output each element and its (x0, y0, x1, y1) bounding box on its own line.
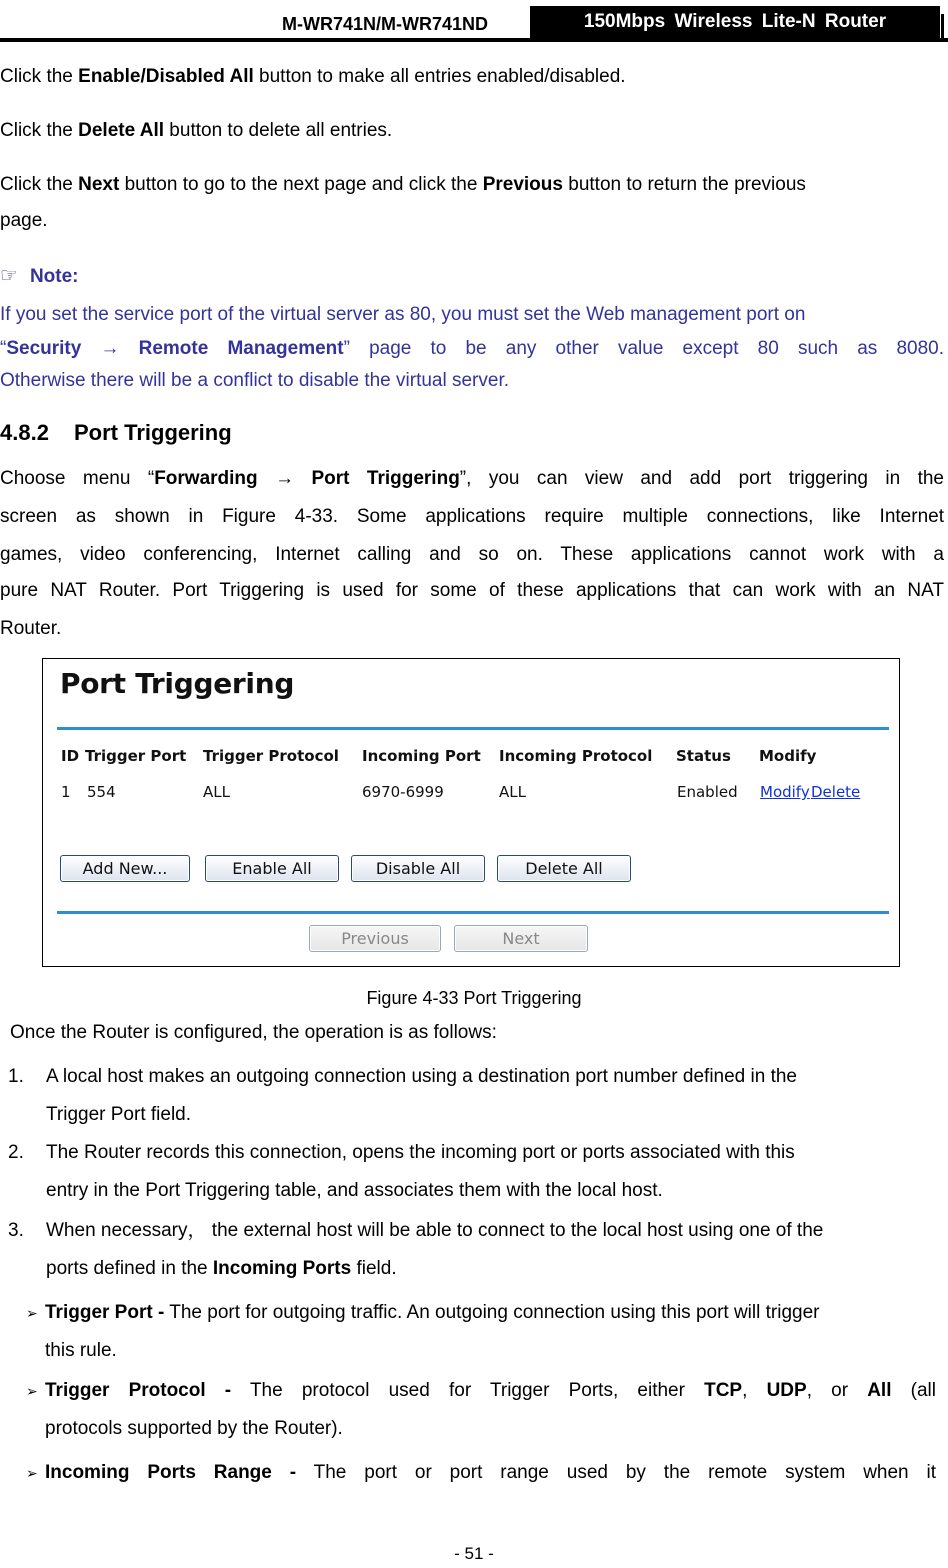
modify-link[interactable]: Modify (760, 783, 810, 801)
header-model: M-WR741N/M-WR741ND (281, 14, 488, 34)
previous-button[interactable]: Previous (309, 925, 441, 952)
bullet-text (26, 1454, 936, 1492)
text: button to make all entries enabled/disabled. (253, 66, 626, 87)
bold-text: Incoming Ports Range - (45, 1462, 297, 1483)
col-header-trigger-protocol: Trigger Protocol (203, 747, 339, 765)
bullet-trigger-protocol (26, 1372, 936, 1448)
page-header (0, 0, 948, 42)
text: The port or port range used by the remote system when it (296, 1462, 936, 1483)
body-line-3: games, video conferencing, Internet calling and so on. These applications cannot work with a (0, 544, 944, 565)
section-title: Port Triggering (74, 420, 232, 445)
col-header-incoming-protocol: Incoming Protocol (499, 747, 653, 765)
col-header-status: Status (676, 747, 731, 765)
intro-paragraph-1 (0, 58, 944, 96)
text: , or (806, 1380, 868, 1401)
text: Click the (0, 120, 79, 141)
disable-all-button[interactable]: Disable All (351, 855, 485, 882)
col-header-incoming-port: Incoming Port (362, 747, 481, 765)
add-new-button[interactable]: Add New... (60, 855, 190, 882)
text: field. (351, 1258, 397, 1279)
step-number: 2. (8, 1142, 24, 1163)
body-line-4: pure NAT Router. Port Triggering is used for some of these applications that can work with an NAT (0, 580, 944, 601)
cell-id: 1 (61, 783, 71, 801)
arrow-icon: → (100, 338, 120, 359)
bullet-arrow-icon: ➢ (26, 1465, 38, 1481)
note-title (0, 258, 79, 295)
text: “ (0, 338, 7, 359)
bullet-text (26, 1294, 936, 1332)
bold-text: UDP (766, 1380, 807, 1401)
pointing-hand-icon: ☞ (0, 265, 18, 287)
bullet-text: protocols supported by the Router). (45, 1418, 343, 1439)
bold-text: Incoming Ports (212, 1258, 352, 1279)
text: button to go to the next page and click the (119, 174, 483, 195)
body-line-1 (0, 460, 944, 498)
cell-incoming-protocol: ALL (499, 783, 526, 801)
text: ” page to be any other value except 80 such as 8080. (343, 338, 944, 359)
figure-caption: Figure 4-33 Port Triggering (366, 988, 582, 1008)
header-tick (941, 14, 944, 42)
text: Click the (0, 174, 79, 195)
operation-intro: Once the Router is configured, the operation is as follows: (10, 1022, 497, 1043)
step-number: 1. (8, 1066, 24, 1087)
delete-all-button[interactable]: Delete All (497, 855, 631, 882)
port-triggering-screenshot (42, 658, 900, 967)
step-text: A local host makes an outgoing connection using a destination port number defined in the (46, 1066, 798, 1087)
body-line-2: screen as shown in Figure 4-33. Some applications require multiple connections, like Internet (0, 506, 944, 527)
bottom-rule (57, 911, 889, 914)
text: The protocol used for Trigger Ports, either (231, 1380, 705, 1401)
bold-text: Trigger Protocol - (45, 1380, 232, 1401)
top-rule (57, 727, 889, 730)
section-heading (0, 414, 232, 452)
intro-paragraph-3-line2: page. (0, 210, 48, 231)
intro-paragraph-3 (0, 166, 944, 204)
bullet-trigger-port (26, 1294, 936, 1370)
col-header-id: ID (61, 747, 80, 765)
body-line-5: Router. (0, 618, 62, 639)
bullet-arrow-icon: ➢ (26, 1305, 38, 1321)
step-text: entry in the Port Triggering table, and associates them with the local host. (46, 1180, 663, 1201)
text: button to return the previous (562, 174, 806, 195)
bold-text: Trigger Port - (45, 1302, 165, 1323)
bold-text: Enable/Disabled All (78, 66, 254, 87)
text: button to delete all entries. (164, 120, 393, 141)
step-3 (8, 1212, 934, 1288)
col-header-modify: Modify (759, 747, 817, 765)
text: Choose menu “ (0, 468, 155, 489)
section-number: 4.8.2 (0, 420, 49, 445)
screenshot-title: Port Triggering (60, 667, 295, 700)
bold-text: Security (6, 338, 82, 359)
cell-status: Enabled (677, 783, 738, 801)
text: , (742, 1380, 767, 1401)
delete-link[interactable]: Delete (811, 783, 861, 801)
bold-text: Forwarding (154, 468, 258, 489)
bullet-text: this rule. (45, 1340, 117, 1361)
step-1 (8, 1058, 934, 1134)
bold-text: Previous (482, 174, 563, 195)
bold-text: Remote Management (138, 338, 344, 359)
step-text (8, 1250, 934, 1288)
text: ports defined in the (46, 1258, 213, 1279)
text: Click the (0, 66, 79, 87)
text: ”, you can view and add port triggering in the (459, 468, 944, 489)
step-text: The Router records this connection, opens the incoming port or ports associated with this (46, 1142, 795, 1163)
bullet-incoming-ports-range (26, 1454, 936, 1492)
step-2 (8, 1134, 934, 1210)
cell-incoming-port: 6970-6999 (362, 783, 444, 801)
bullet-arrow-icon: ➢ (26, 1383, 38, 1399)
note-line-1: If you set the service port of the virtual server as 80, you must set the Web management port on (0, 304, 806, 325)
step-text: Trigger Port field. (46, 1104, 192, 1125)
bullet-text (26, 1372, 936, 1410)
note-label: Note: (29, 266, 79, 287)
header-product: 150Mbps Wireless Lite-N Router (530, 6, 940, 38)
bold-text: Delete All (78, 120, 165, 141)
bold-text: Port Triggering (311, 468, 460, 489)
bold-text: TCP (704, 1380, 743, 1401)
page-number: - 51 - (454, 1544, 494, 1563)
enable-all-button[interactable]: Enable All (205, 855, 339, 882)
step-text: When necessary， the external host will be able to connect to the local host using one of the (46, 1220, 824, 1241)
header-rule (0, 38, 948, 42)
bold-text: Next (78, 174, 120, 195)
cell-trigger-port: 554 (87, 783, 116, 801)
next-button[interactable]: Next (454, 925, 588, 952)
cell-trigger-protocol: ALL (203, 783, 230, 801)
text: (all (891, 1380, 936, 1401)
arrow-icon: → (275, 468, 295, 489)
bold-text: All (867, 1380, 892, 1401)
note-line-3: Otherwise there will be a conflict to disable the virtual server. (0, 370, 510, 391)
step-number: 3. (8, 1220, 24, 1241)
intro-paragraph-2 (0, 112, 944, 150)
col-header-trigger-port: Trigger Port (85, 747, 187, 765)
text: The port for outgoing traffic. An outgoing connection using this port will trigger (164, 1302, 820, 1323)
